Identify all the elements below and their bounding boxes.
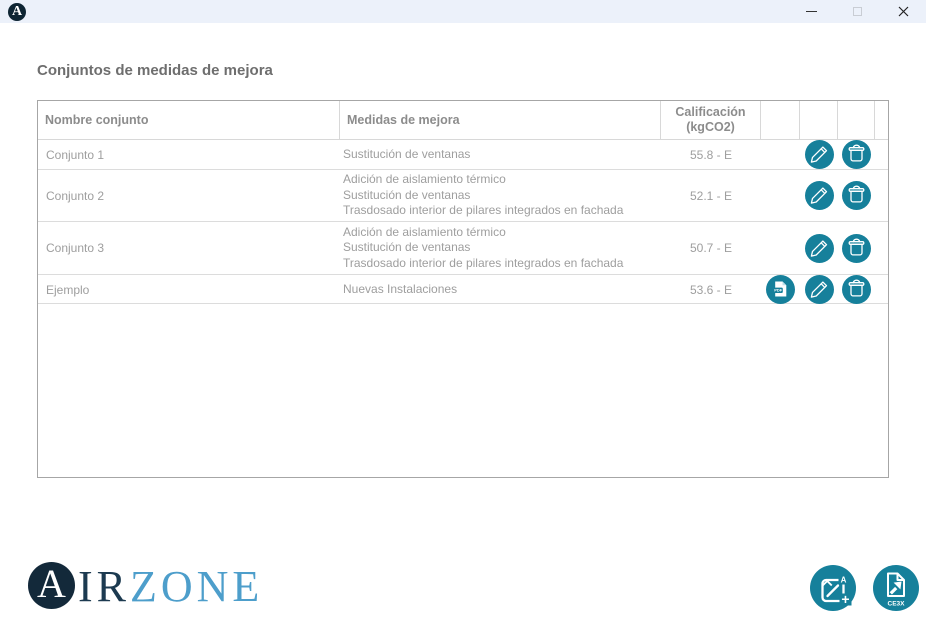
footer-actions: [810, 565, 919, 611]
pencil-icon: [805, 140, 834, 169]
pdf-export-icon: [766, 275, 795, 304]
export-pdf-button[interactable]: [766, 275, 795, 304]
row-name: Conjunto 1: [46, 147, 105, 162]
delete-button[interactable]: [842, 140, 871, 169]
table-header-row: [38, 101, 888, 140]
table-row-conjunto-3: [38, 222, 888, 275]
airzone-logo-circle: [28, 562, 75, 609]
row-rating: 53.6 - E: [689, 282, 733, 297]
close-icon: [898, 6, 909, 17]
measure-line: Nuevas Instalaciones: [343, 281, 458, 296]
header-calificacion: Calificación (kgCO2): [661, 101, 761, 139]
row-measures: [340, 170, 661, 221]
measure-line: Trasdosado interior de pilares integrados en fachada: [343, 255, 624, 270]
delete-button[interactable]: [842, 234, 871, 263]
edit-button[interactable]: [805, 234, 834, 263]
window-controls: [788, 0, 926, 23]
pdf-cell: [761, 170, 800, 221]
measure-line: Adición de aislamiento térmico: [343, 224, 506, 239]
ce3x-document-icon: [873, 565, 919, 611]
svg-text:A: A: [840, 575, 847, 585]
row-rating: 55.8 - E: [689, 147, 733, 162]
app-logo-letter: A: [11, 3, 23, 19]
new-set-icon: [810, 565, 856, 611]
edit-button[interactable]: [805, 275, 834, 304]
pencil-icon: [805, 234, 834, 263]
measure-line: Adición de aislamiento térmico: [343, 172, 506, 187]
svg-text:CE3X: CE3X: [887, 600, 905, 608]
header-nombre-conjunto: Nombre conjunto: [38, 101, 340, 139]
edit-button[interactable]: [805, 181, 834, 210]
airzone-logo-initial: A: [37, 560, 66, 606]
new-measure-set-button[interactable]: [810, 565, 856, 611]
svg-text:PDF: PDF: [774, 287, 783, 293]
svg-text:+: +: [841, 591, 850, 607]
page-title: Conjuntos de medidas de mejora: [37, 62, 273, 79]
measure-line: Sustitución de ventanas: [343, 240, 471, 255]
measure-line: Sustitución de ventanas: [343, 187, 471, 202]
export-ce3x-button[interactable]: [873, 565, 919, 611]
trash-icon: [842, 275, 871, 304]
table-row-conjunto-1: [38, 140, 888, 170]
app-logo-icon: [8, 3, 26, 21]
pencil-icon: [805, 275, 834, 304]
row-name: Conjunto 3: [46, 241, 105, 255]
airzone-logo: [28, 561, 263, 609]
header-delete-column: [838, 101, 875, 139]
row-name: Conjunto 2: [46, 188, 105, 203]
airzone-logo-text: IRZONE: [78, 562, 264, 611]
close-button[interactable]: [880, 0, 926, 23]
maximize-icon: [853, 7, 862, 16]
pdf-cell: [761, 140, 800, 169]
measure-sets-table: [37, 100, 889, 478]
measure-line: Sustitución de ventanas: [343, 146, 471, 161]
trash-icon: [842, 140, 871, 169]
delete-button[interactable]: [842, 275, 871, 304]
table-row-ejemplo: [38, 275, 888, 304]
header-pdf-column: [761, 101, 800, 139]
row-measures: [340, 140, 661, 169]
trash-icon: [842, 234, 871, 263]
header-spacer-column: [875, 101, 888, 139]
minimize-icon: [806, 11, 817, 12]
header-medidas-de-mejora: Medidas de mejora: [340, 101, 661, 139]
pdf-cell: [761, 275, 800, 304]
row-measures: [340, 222, 661, 274]
measure-line: Trasdosado interior de pilares integrados en fachada: [343, 203, 624, 218]
trash-icon: [842, 181, 871, 210]
delete-button[interactable]: [842, 181, 871, 210]
row-rating: 52.1 - E: [689, 188, 733, 203]
row-rating: 50.7 - E: [689, 241, 733, 255]
minimize-button[interactable]: [788, 0, 834, 23]
row-name: Ejemplo: [46, 282, 90, 297]
table-row-conjunto-2: [38, 170, 888, 222]
titlebar: [0, 0, 926, 23]
pdf-cell: [761, 222, 800, 274]
edit-button[interactable]: [805, 140, 834, 169]
pencil-icon: [805, 181, 834, 210]
header-edit-column: [800, 101, 838, 139]
row-measures: [340, 275, 661, 304]
maximize-button: [834, 0, 880, 23]
